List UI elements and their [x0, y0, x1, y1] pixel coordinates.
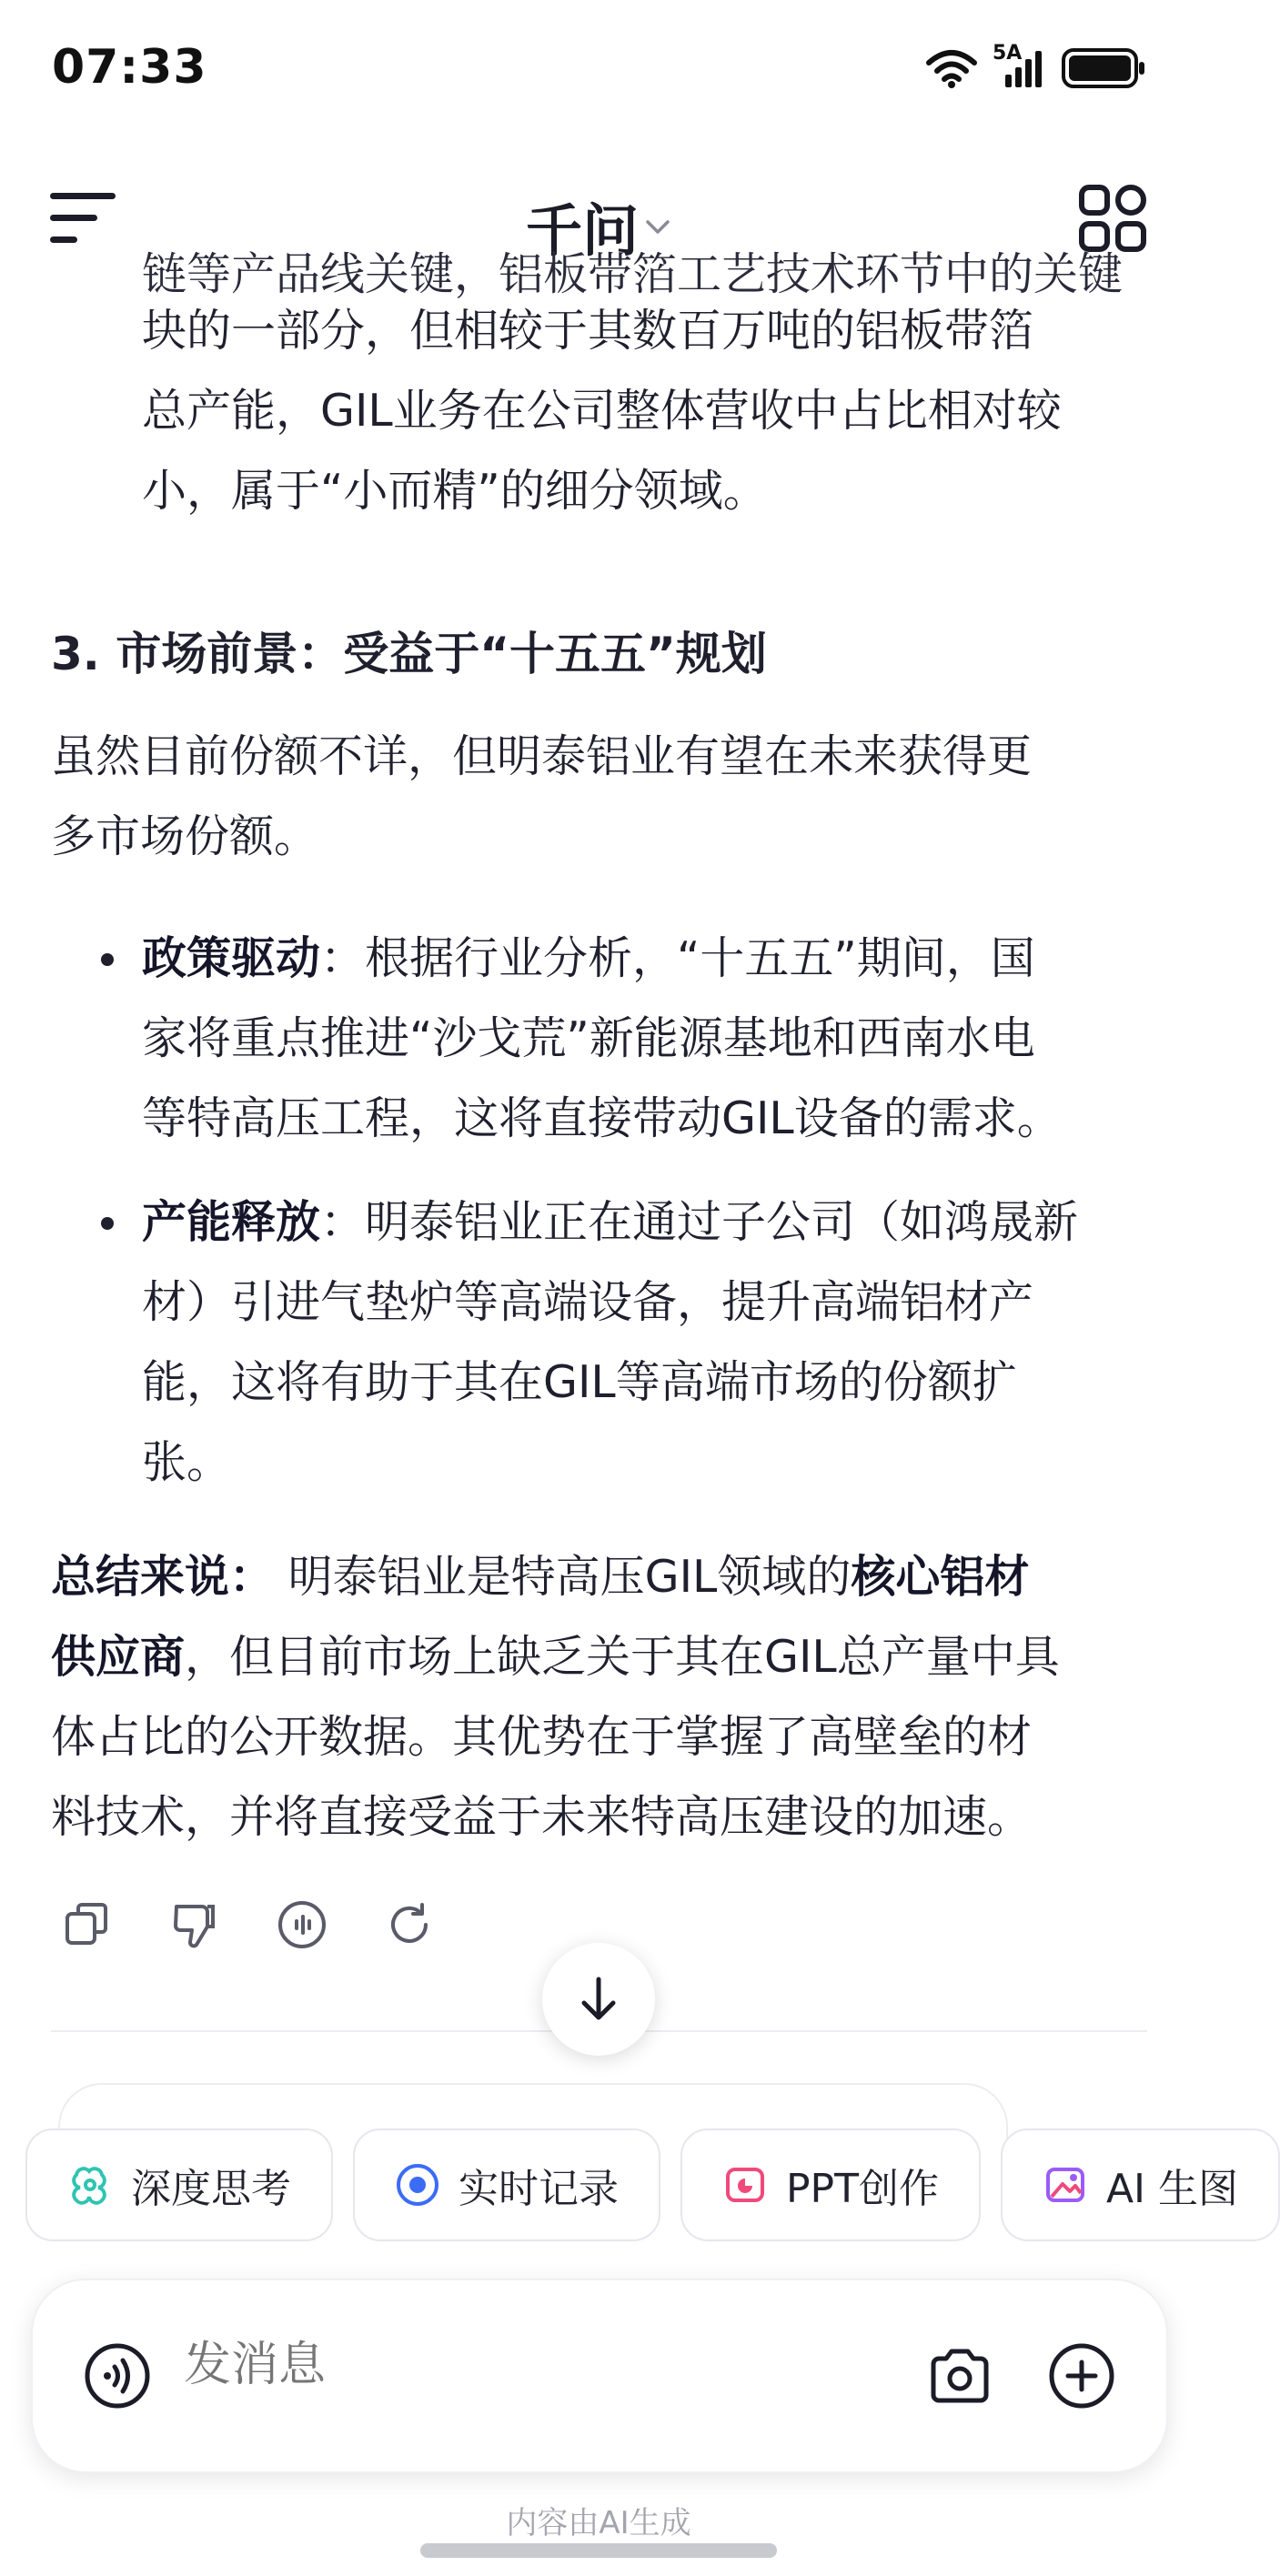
- status-time: 07:33: [52, 40, 207, 95]
- quick-actions: [25, 2128, 1239, 2241]
- voice-icon[interactable]: [84, 2342, 151, 2410]
- chip-label: PPT创作: [786, 2166, 939, 2212]
- chevron-down-icon: [644, 216, 671, 236]
- deep-think-icon: [67, 2162, 113, 2208]
- text-line: ：根据行业分析，“十五五”期间，国: [320, 932, 1035, 984]
- list-item: [101, 1182, 1184, 1503]
- home-indicator[interactable]: [420, 2543, 777, 2558]
- section-heading: 3. 市场前景：受益于“十五五”规划: [51, 628, 767, 680]
- page-title: 千问: [525, 197, 639, 264]
- text-line: 体占比的公开数据。其优势在于掌握了高壁垒的材: [51, 1711, 1033, 1763]
- arrow-down-icon: [577, 1974, 620, 2025]
- chip-label: AI 生图: [1105, 2166, 1239, 2212]
- add-icon[interactable]: [1048, 2342, 1115, 2410]
- bullet-title: 产能释放: [142, 1196, 321, 1248]
- dislike-icon[interactable]: [169, 1899, 220, 1950]
- text-span: 明泰铝业是特高压GIL领域的: [287, 1551, 852, 1603]
- text-line: 材）引进气垫炉等高端设备，提升高端铝材产: [142, 1276, 1034, 1328]
- text-line: 张。: [142, 1436, 232, 1488]
- chip-label: 实时记录: [459, 2166, 619, 2212]
- speaker-icon[interactable]: [277, 1899, 328, 1950]
- list-item: [101, 919, 1184, 1159]
- clipped-line: 链等产品线关键，铝板带箔工艺技术环节中的关键: [142, 248, 1124, 300]
- summary-lead: 总结来说：: [51, 1551, 275, 1603]
- image-gen-icon: [1043, 2162, 1088, 2208]
- chip-realtime-record[interactable]: [353, 2128, 660, 2241]
- text-line: 家将重点推进“沙戈荒”新能源基地和西南水电: [142, 1012, 1035, 1064]
- bullet-title: 政策驱动: [142, 932, 321, 984]
- text-line: 小，属于“小而精”的细分领域。: [142, 465, 768, 517]
- status-icons: [925, 42, 1147, 89]
- text-line: ：明泰铝业正在通过子公司（如鸿晟新: [320, 1196, 1079, 1248]
- regenerate-icon[interactable]: [384, 1899, 435, 1950]
- chip-deep-think[interactable]: [25, 2128, 333, 2241]
- cellular-icon: [993, 42, 1047, 89]
- continued-paragraph: [142, 291, 1188, 531]
- chip-ai-image[interactable]: [1001, 2128, 1280, 2241]
- message-composer: [31, 2279, 1168, 2473]
- copy-icon[interactable]: [62, 1899, 113, 1950]
- network-label: 5A: [993, 42, 1023, 65]
- ppt-icon: [722, 2162, 768, 2208]
- bold-span: 核心铝材: [851, 1551, 1030, 1603]
- paragraph: [51, 717, 1147, 877]
- bullet-dot: [101, 1217, 114, 1230]
- text-line: 块的一部分，但相较于其数百万吨的铝板带箔: [142, 305, 1034, 357]
- scroll-to-bottom-button[interactable]: [542, 1943, 655, 2056]
- ai-disclaimer: 内容由AI生成: [506, 2505, 691, 2541]
- text-line: 虽然目前份额不详，但明泰铝业有望在未来获得更: [51, 730, 1033, 782]
- text-line: 多市场份额。: [51, 810, 319, 862]
- status-bar: [0, 0, 1197, 136]
- message-actions: [62, 1899, 435, 1950]
- text-line: 料技术，并将直接受益于未来特高压建设的加速。: [51, 1791, 1033, 1843]
- bold-span: 供应商: [51, 1631, 186, 1683]
- text-line: 等特高压工程，这将直接带动GIL设备的需求。: [142, 1092, 1062, 1144]
- text-line: 能，这将有助于其在GIL等高端市场的份额扩: [142, 1356, 1017, 1408]
- wifi-icon: [925, 48, 978, 88]
- chip-ppt[interactable]: [680, 2128, 981, 2241]
- record-icon: [395, 2162, 440, 2208]
- text-span: ，但目前市场上缺乏关于其在GIL总产量中具: [185, 1631, 1060, 1683]
- bullet-dot: [101, 953, 114, 966]
- message-input[interactable]: [182, 2337, 822, 2393]
- text-line: 总产能，GIL业务在公司整体营收中占比相对较: [142, 385, 1062, 437]
- summary-paragraph: [51, 1537, 1147, 1857]
- camera-icon[interactable]: [926, 2342, 993, 2410]
- chip-label: 深度思考: [131, 2166, 291, 2212]
- battery-icon: [1062, 47, 1147, 89]
